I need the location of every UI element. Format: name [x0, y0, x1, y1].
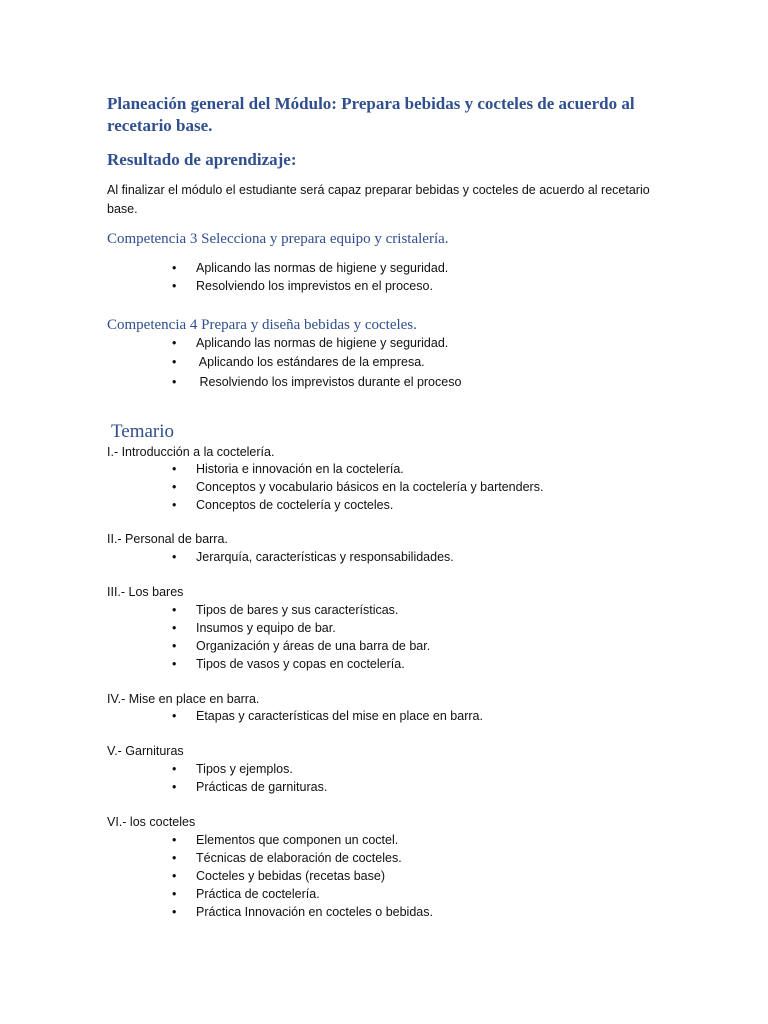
- unit-title-3: III.- Los bares: [107, 585, 184, 599]
- unit-6-list: [0, 831, 433, 921]
- unit-title-1: I.- Introducción a la coctelería.: [107, 445, 275, 459]
- list-item: • Cocteles y bebidas (recetas base): [0, 867, 433, 885]
- unit-3-list: [0, 601, 430, 673]
- list-item: • Resolviendo los imprevistos en el proceso.: [0, 277, 448, 295]
- unit-2-list: [0, 548, 454, 566]
- competencia-3-title: Competencia 3 Selecciona y prepara equipo y cristalería.: [107, 231, 449, 247]
- list-item: • Técnicas de elaboración de cocteles.: [0, 849, 433, 867]
- list-item: • Aplicando las normas de higiene y seguridad.: [0, 259, 448, 277]
- list-item: • Aplicando los estándares de la empresa.: [0, 353, 461, 371]
- list-item: • Resolviendo los imprevistos durante el proceso: [0, 373, 461, 391]
- temario-heading: Temario: [111, 421, 175, 442]
- unit-title-5: V.- Garnituras: [107, 744, 184, 758]
- competencia-4-list: [0, 334, 461, 391]
- list-item: • Historia e innovación en la coctelería.: [0, 460, 543, 478]
- list-item: • Prácticas de garnituras.: [0, 778, 327, 796]
- document-title: Planeación general del Módulo: Prepara bebidas y cocteles de acuerdo al recetario base.: [107, 94, 635, 135]
- list-item: • Tipos de vasos y copas en coctelería.: [0, 655, 430, 673]
- list-item: • Tipos y ejemplos.: [0, 760, 327, 778]
- resultado-text: Al finalizar el módulo el estudiante será capaz preparar bebidas y cocteles de acuerdo al recetario base.: [107, 183, 650, 216]
- list-item: • Práctica de coctelería.: [0, 885, 433, 903]
- competencia-4-title: Competencia 4 Prepara y diseña bebidas y cocteles.: [107, 317, 417, 333]
- unit-4-list: [0, 707, 483, 725]
- list-item: • Tipos de bares y sus características.: [0, 601, 430, 619]
- list-item: • Conceptos y vocabulario básicos en la coctelería y bartenders.: [0, 478, 543, 496]
- unit-title-2: II.- Personal de barra.: [107, 532, 228, 546]
- unit-title-6: VI.- los cocteles: [107, 815, 196, 829]
- unit-title-4: IV.- Mise en place en barra.: [107, 692, 260, 706]
- resultado-heading: Resultado de aprendizaje:: [107, 150, 297, 169]
- list-item: • Aplicando las normas de higiene y seguridad.: [0, 334, 461, 352]
- list-item: • Jerarquía, características y responsabilidades.: [0, 548, 454, 566]
- list-item: • Etapas y características del mise en place en barra.: [0, 707, 483, 725]
- unit-1-list: [0, 460, 543, 514]
- unit-5-list: [0, 760, 327, 796]
- list-item: • Práctica Innovación en cocteles o bebidas.: [0, 903, 433, 921]
- list-item: • Conceptos de coctelería y cocteles.: [0, 496, 543, 514]
- list-item: • Organización y áreas de una barra de bar.: [0, 637, 430, 655]
- competencia-3-list: [0, 259, 448, 295]
- list-item: • Elementos que componen un coctel.: [0, 831, 433, 849]
- list-item: • Insumos y equipo de bar.: [0, 619, 430, 637]
